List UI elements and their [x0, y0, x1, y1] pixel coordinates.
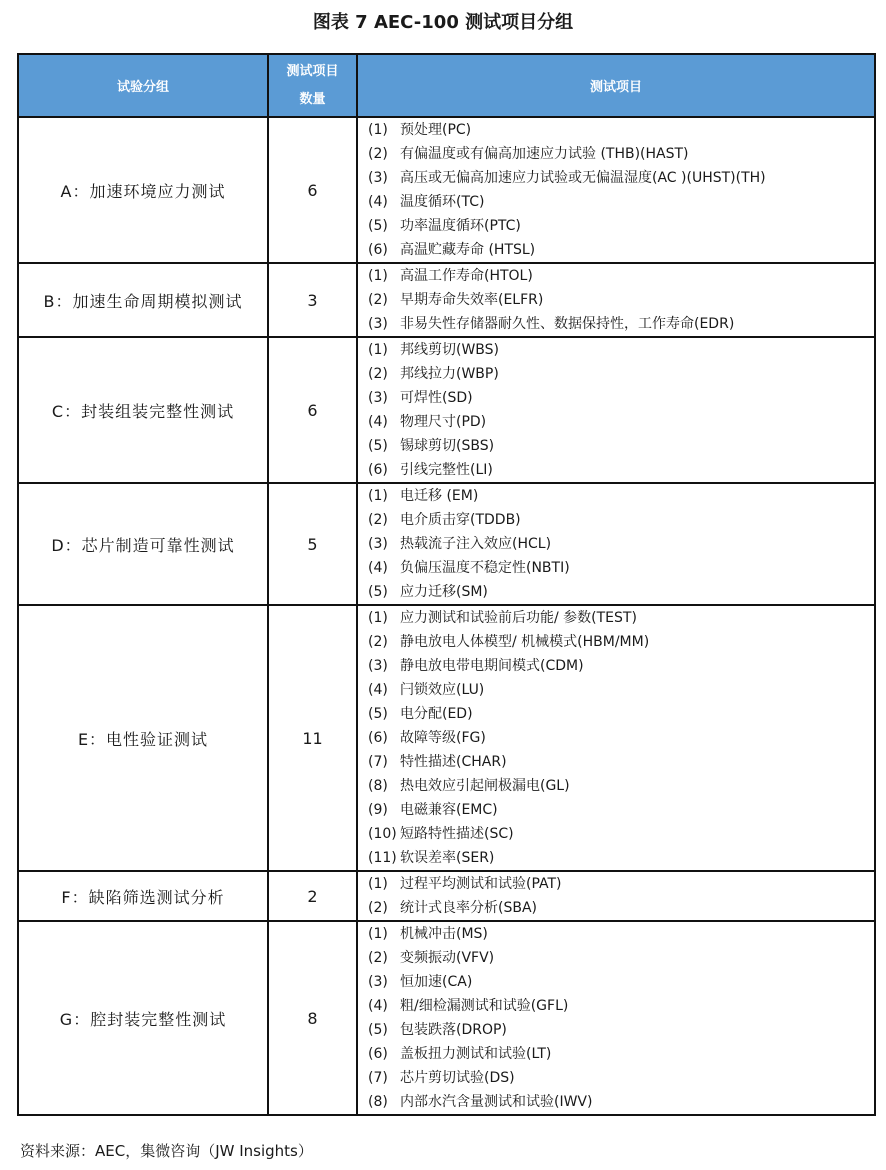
list-item	[358, 896, 874, 920]
item-text: 故障等级(FG)	[400, 730, 486, 746]
list-item	[358, 872, 874, 896]
item-text: 物理尺寸(PD)	[400, 414, 487, 430]
item-number: (2)	[368, 634, 388, 650]
item-number: (1)	[368, 610, 388, 626]
item-number: (7)	[368, 1070, 388, 1086]
list-item	[358, 1090, 874, 1114]
item-text: 锡球剪切(SBS)	[400, 438, 495, 454]
item-text: 引线完整性(LI)	[400, 462, 493, 478]
list-item	[358, 214, 874, 238]
item-text: 软误差率(SER)	[400, 850, 495, 866]
item-text: 短路特性描述(SC)	[400, 826, 514, 842]
item-number: (1)	[368, 342, 388, 358]
table-row	[18, 871, 875, 921]
item-number: (5)	[368, 218, 388, 234]
item-number: (4)	[368, 560, 388, 576]
item-number: (4)	[368, 998, 388, 1014]
item-number: (6)	[368, 730, 388, 746]
item-number: (4)	[368, 414, 388, 430]
item-text: 早期寿命失效率(ELFR)	[400, 292, 544, 308]
item-text: 芯片剪切试验(DS)	[400, 1070, 515, 1086]
item-text: 闩锁效应(LU)	[400, 682, 485, 698]
list-item	[358, 238, 874, 262]
item-number: (6)	[368, 242, 388, 258]
item-number: (11)	[368, 850, 397, 866]
group-items	[357, 605, 875, 871]
list-item	[358, 798, 874, 822]
item-number: (5)	[368, 438, 388, 454]
group-count: 2	[268, 871, 357, 921]
item-number: (2)	[368, 366, 388, 382]
group-name: F：缺陷筛选测试分析	[18, 871, 268, 921]
group-name: B：加速生命周期模拟测试	[18, 263, 268, 337]
list-item	[358, 630, 874, 654]
list-item	[358, 288, 874, 312]
list-item	[358, 580, 874, 604]
list-item	[358, 410, 874, 434]
item-text: 应力迁移(SM)	[400, 584, 488, 600]
item-text: 特性描述(CHAR)	[400, 754, 507, 770]
list-item	[358, 970, 874, 994]
group-name: E：电性验证测试	[18, 605, 268, 871]
item-text: 电介质击穿(TDDB)	[400, 512, 521, 528]
list-item	[358, 702, 874, 726]
item-text: 可焊性(SD)	[400, 390, 473, 406]
item-number: (1)	[368, 926, 388, 942]
group-items	[357, 337, 875, 483]
item-text: 负偏压温度不稳定性(NBTI)	[400, 560, 570, 576]
header-count-line2: 数量	[299, 91, 326, 107]
group-name: A：加速环境应力测试	[18, 117, 268, 263]
table-header-row	[18, 54, 875, 117]
item-number: (7)	[368, 754, 388, 770]
list-item	[358, 654, 874, 678]
item-text: 热载流子注入效应(HCL)	[400, 536, 552, 552]
item-text: 内部水汽含量测试和试验(IWV)	[400, 1094, 593, 1110]
item-number: (5)	[368, 706, 388, 722]
item-number: (4)	[368, 682, 388, 698]
group-count: 6	[268, 117, 357, 263]
item-number: (3)	[368, 658, 388, 674]
item-text: 包装跌落(DROP)	[400, 1022, 507, 1038]
group-count: 5	[268, 483, 357, 605]
list-item	[358, 458, 874, 482]
item-number: (1)	[368, 488, 388, 504]
group-items	[357, 263, 875, 337]
list-item	[358, 264, 874, 288]
group-count: 3	[268, 263, 357, 337]
table-row	[18, 117, 875, 263]
table-row	[18, 483, 875, 605]
item-number: (8)	[368, 1094, 388, 1110]
list-item	[358, 1066, 874, 1090]
item-number: (2)	[368, 292, 388, 308]
list-item	[358, 484, 874, 508]
group-count: 8	[268, 921, 357, 1115]
item-number: (2)	[368, 900, 388, 916]
item-number: (2)	[368, 950, 388, 966]
group-name: D：芯片制造可靠性测试	[18, 483, 268, 605]
list-item	[358, 508, 874, 532]
item-number: (4)	[368, 194, 388, 210]
item-text: 静电放电人体模型/ 机械模式(HBM/MM)	[400, 634, 650, 650]
item-text: 盖板扭力测试和试验(LT)	[400, 1046, 552, 1062]
item-number: (3)	[368, 536, 388, 552]
item-number: (6)	[368, 1046, 388, 1062]
item-text: 变频振动(VFV)	[400, 950, 495, 966]
item-text: 高温工作寿命(HTOL)	[400, 268, 533, 284]
list-item	[358, 774, 874, 798]
page-title: 图表 7 AEC-100 测试项目分组	[312, 12, 574, 33]
item-text: 电磁兼容(EMC)	[400, 802, 498, 818]
header-count-line1: 测试项目	[286, 63, 339, 79]
item-text: 粗/细检漏测试和试验(GFL)	[400, 998, 569, 1014]
list-item	[358, 678, 874, 702]
item-text: 统计式良率分析(SBA)	[400, 900, 537, 916]
group-name: C：封装组装完整性测试	[18, 337, 268, 483]
table-row	[18, 921, 875, 1115]
table-body	[18, 117, 875, 1115]
list-item	[358, 166, 874, 190]
list-item	[358, 946, 874, 970]
list-item	[358, 386, 874, 410]
list-item	[358, 118, 874, 142]
list-item	[358, 532, 874, 556]
item-text: 预处理(PC)	[400, 122, 472, 138]
item-number: (3)	[368, 316, 388, 332]
item-text: 电分配(ED)	[400, 706, 473, 722]
group-count: 6	[268, 337, 357, 483]
table-row	[18, 605, 875, 871]
item-number: (2)	[368, 146, 388, 162]
item-text: 机械冲击(MS)	[400, 926, 488, 942]
group-items	[357, 117, 875, 263]
item-text: 邦线剪切(WBS)	[400, 342, 500, 358]
item-number: (3)	[368, 974, 388, 990]
header-items: 测试项目	[357, 54, 875, 117]
header-count	[268, 54, 357, 117]
item-text: 温度循环(TC)	[400, 194, 485, 210]
item-number: (10)	[368, 826, 397, 842]
item-text: 热电效应引起闸极漏电(GL)	[400, 778, 570, 794]
item-number: (1)	[368, 122, 388, 138]
item-number: (3)	[368, 170, 388, 186]
list-item	[358, 434, 874, 458]
item-number: (1)	[368, 876, 388, 892]
list-item	[358, 822, 874, 846]
list-item	[358, 556, 874, 580]
list-item	[358, 846, 874, 870]
list-item	[358, 190, 874, 214]
group-count: 11	[268, 605, 357, 871]
source-note: 资料来源：AEC，集微咨询（JW Insights）	[20, 1142, 313, 1160]
item-text: 恒加速(CA)	[400, 974, 473, 990]
item-number: (9)	[368, 802, 388, 818]
group-items	[357, 921, 875, 1115]
list-item	[358, 726, 874, 750]
item-text: 过程平均测试和试验(PAT)	[400, 876, 562, 892]
list-item	[358, 338, 874, 362]
item-number: (5)	[368, 1022, 388, 1038]
table-row	[18, 263, 875, 337]
item-number: (1)	[368, 268, 388, 284]
item-number: (3)	[368, 390, 388, 406]
header-group: 试验分组	[18, 54, 268, 117]
item-text: 功率温度循环(PTC)	[400, 218, 521, 234]
group-items	[357, 871, 875, 921]
item-text: 邦线拉力(WBP)	[400, 366, 499, 382]
list-item	[358, 1042, 874, 1066]
item-text: 静电放电带电期间模式(CDM)	[400, 658, 584, 674]
list-item	[358, 142, 874, 166]
item-text: 高压或无偏高加速应力试验或无偏温湿度(AC )(UHST)(TH)	[400, 170, 766, 186]
group-items	[357, 483, 875, 605]
list-item	[358, 606, 874, 630]
item-number: (5)	[368, 584, 388, 600]
list-item	[358, 362, 874, 386]
item-text: 有偏温度或有偏高加速应力试验 (THB)(HAST)	[400, 146, 689, 162]
item-number: (8)	[368, 778, 388, 794]
table-row	[18, 337, 875, 483]
item-text: 高温贮藏寿命 (HTSL)	[400, 242, 536, 258]
item-text: 非易失性存储器耐久性、数据保持性，工作寿命(EDR)	[400, 316, 735, 332]
list-item	[358, 1018, 874, 1042]
item-number: (6)	[368, 462, 388, 478]
item-text: 电迁移 (EM)	[400, 488, 479, 504]
item-text: 应力测试和试验前后功能/ 参数(TEST)	[400, 610, 637, 626]
list-item	[358, 312, 874, 336]
item-number: (2)	[368, 512, 388, 528]
list-item	[358, 922, 874, 946]
test-group-table	[17, 53, 876, 1116]
list-item	[358, 750, 874, 774]
list-item	[358, 994, 874, 1018]
group-name: G：腔封装完整性测试	[18, 921, 268, 1115]
